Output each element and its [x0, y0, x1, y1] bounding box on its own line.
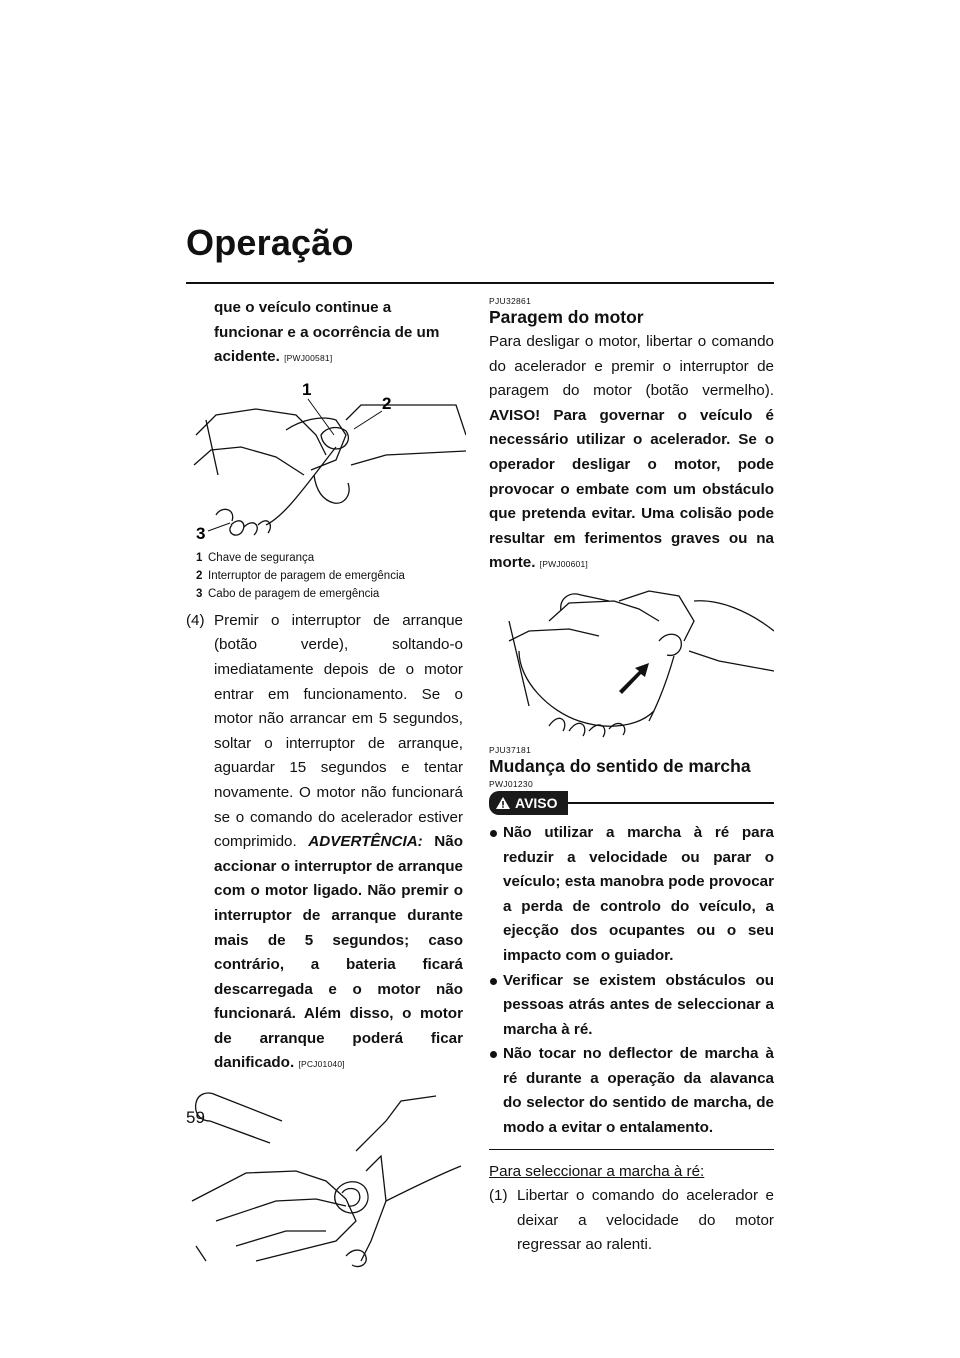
figure-legend — [196, 549, 463, 603]
step-number: (4) — [186, 611, 205, 629]
page-title: Operação — [186, 222, 354, 263]
intro-code: [PWJ00581] — [284, 353, 333, 364]
step-number: (1) — [489, 1187, 508, 1205]
step-text — [214, 609, 463, 1077]
section-code: PJU32861 — [489, 296, 532, 306]
list-item: Não tocar no deflector de marcha à ré durante a operação da alavanca do selector do sentido de marcha, de modo a evitar o entalamento. — [489, 1042, 774, 1140]
stop-button-illustration — [489, 581, 774, 741]
section-title-paragem: Paragem do motor — [489, 307, 644, 327]
step-text: Libertar o comando do acelerador e deixar a velocidade do motor regressar ao ralenti. — [517, 1187, 774, 1254]
warning-code: PWJ01230 — [489, 778, 533, 789]
legend-text: Interruptor de paragem de emergência — [208, 569, 405, 582]
warning-text: Não accionar o interruptor de arranque com o motor ligado. Não premir o interruptor de arranque durante mais de 5 segundos; caso contrário, a bateria ficará descarregada e o motor não funcionará. Além disso, o motor de arranque poderá ficar danificado. — [214, 833, 463, 1072]
list-item: Verificar se existem obstáculos ou pessoas atrás antes de seleccionar a marcha à ré. — [489, 969, 774, 1043]
legend-num: 1 — [196, 551, 203, 564]
legend-num: 3 — [196, 587, 203, 600]
step-1 — [489, 1184, 774, 1258]
body-code: [PWJ00601] — [539, 559, 588, 570]
section-body — [489, 330, 774, 577]
legend-text: Chave de segurança — [208, 551, 315, 564]
warning-label: ADVERTÊNCIA: — [308, 833, 423, 851]
warning-triangle-icon — [495, 796, 511, 810]
legend-num: 2 — [196, 569, 203, 582]
right-column — [489, 296, 774, 1258]
sub-heading: Para seleccionar a marcha à ré: — [489, 1162, 705, 1180]
aviso-label: AVISO — [515, 794, 558, 811]
list-item: Não utilizar a marcha à ré para reduzir a velocidade ou parar o veículo; esta manobra pode provocar a perda de controlo do veículo, a ejecção dos ocupantes ou o seu impacto com o guiador. — [489, 821, 774, 969]
legend-item — [196, 567, 463, 585]
aviso-badge — [489, 791, 568, 815]
intro-text: que o veículo continue a funcionar e a ocorrência de um acidente. — [214, 299, 440, 366]
intro-paragraph — [186, 296, 463, 371]
legend-item — [196, 585, 463, 603]
warning-code: [PCJ01040] — [298, 1059, 345, 1070]
safety-lanyard-illustration — [186, 375, 466, 545]
warning-end-rule — [489, 1149, 774, 1150]
arrow-icon — [619, 663, 649, 694]
step-4 — [186, 609, 463, 1077]
left-column — [186, 296, 463, 1275]
warning-list — [489, 821, 774, 1141]
aviso-header — [489, 791, 774, 815]
callout-1: 1 — [302, 379, 312, 399]
section-title-mudanca: Mudança do sentido de marcha — [489, 755, 751, 776]
callout-2: 2 — [382, 393, 392, 413]
callout-3: 3 — [196, 523, 206, 543]
legend-text: Cabo de paragem de emergência — [208, 587, 380, 600]
body-warning: AVISO! Para governar o veículo é necessário utilizar o acelerador. Se o operador desligar o motor, pode provocar o embate com um obstáculo que pretenda evitar. Uma colisão pode resultar em ferimentos graves ou na morte. — [489, 406, 774, 572]
legend-item — [196, 549, 463, 567]
step-body: Premir o interruptor de arranque (botão verde), soltando-o imediatamente depois de o motor entrar em funcionamento. Se o motor não arrancar em 5 segundos, soltar o interruptor de arranque, aguardar 15 segundos e tentar novamente. O motor não funcionará se o comando do acelerador estiver comprimido. — [214, 611, 463, 851]
page-number: 59 — [186, 1108, 205, 1127]
header-rule — [186, 282, 774, 284]
body-text: Para desligar o motor, libertar o comando do acelerador e premir o interruptor de paragem do motor (botão vermelho). — [489, 333, 774, 400]
aviso-rule — [568, 802, 774, 804]
start-button-illustration — [186, 1081, 466, 1271]
section-code: PJU37181 — [489, 744, 532, 755]
